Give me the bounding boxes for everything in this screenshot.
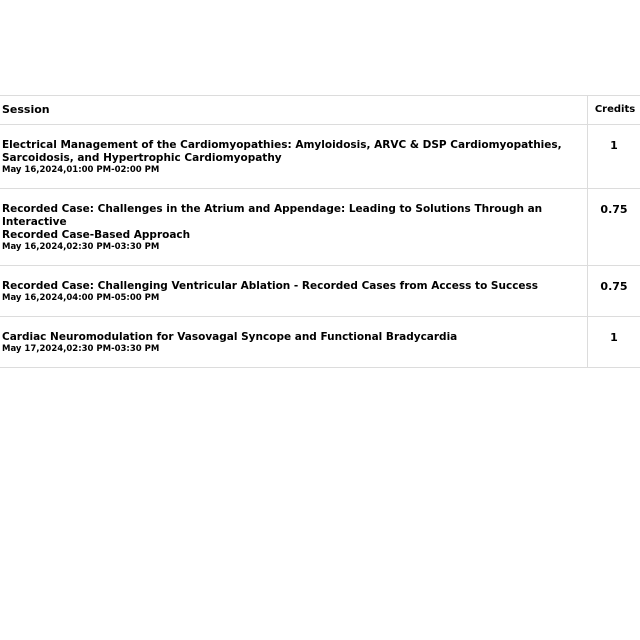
table-row	[0, 317, 640, 368]
session-datetime: May 16,2024,01:00 PM-02:00 PM	[2, 165, 160, 175]
session-cell	[0, 189, 588, 265]
header-session[interactable]: Session	[0, 96, 588, 124]
session-title[interactable]: Electrical Management of the Cardiomyopathies: Amyloidosis, ARVC & DSP Cardiomyopathies,	[2, 139, 562, 151]
table-row	[0, 266, 640, 317]
session-datetime: May 16,2024,04:00 PM-05:00 PM	[2, 293, 160, 303]
session-title[interactable]: Recorded Case: Challenges in the Atrium and Appendage: Leading to Solutions Through an Interactive	[2, 203, 543, 228]
session-title[interactable]: Recorded Case: Challenging Ventricular Ablation - Recorded Cases from Access to Success	[2, 280, 539, 292]
sessions-table	[0, 95, 640, 368]
table-header	[0, 96, 640, 125]
credits-cell: 1	[610, 139, 618, 152]
credits-cell: 0.75	[600, 280, 628, 293]
session-cell	[0, 317, 588, 367]
credits-cell: 1	[610, 331, 618, 344]
session-datetime: May 17,2024,02:30 PM-03:30 PM	[2, 344, 160, 354]
table-row	[0, 189, 640, 266]
session-title-cont[interactable]: Sarcoidosis, and Hypertrophic Cardiomyopathy	[2, 152, 282, 164]
session-title[interactable]: Cardiac Neuromodulation for Vasovagal Syncope and Functional Bradycardia	[2, 331, 458, 343]
session-title-cont[interactable]: Recorded Case-Based Approach	[2, 229, 191, 241]
table-row	[0, 125, 640, 189]
credits-cell: 0.75	[600, 203, 628, 216]
session-cell	[0, 125, 588, 188]
session-datetime: May 16,2024,02:30 PM-03:30 PM	[2, 242, 160, 252]
session-cell	[0, 266, 588, 316]
header-credits[interactable]: Credits	[594, 104, 636, 115]
